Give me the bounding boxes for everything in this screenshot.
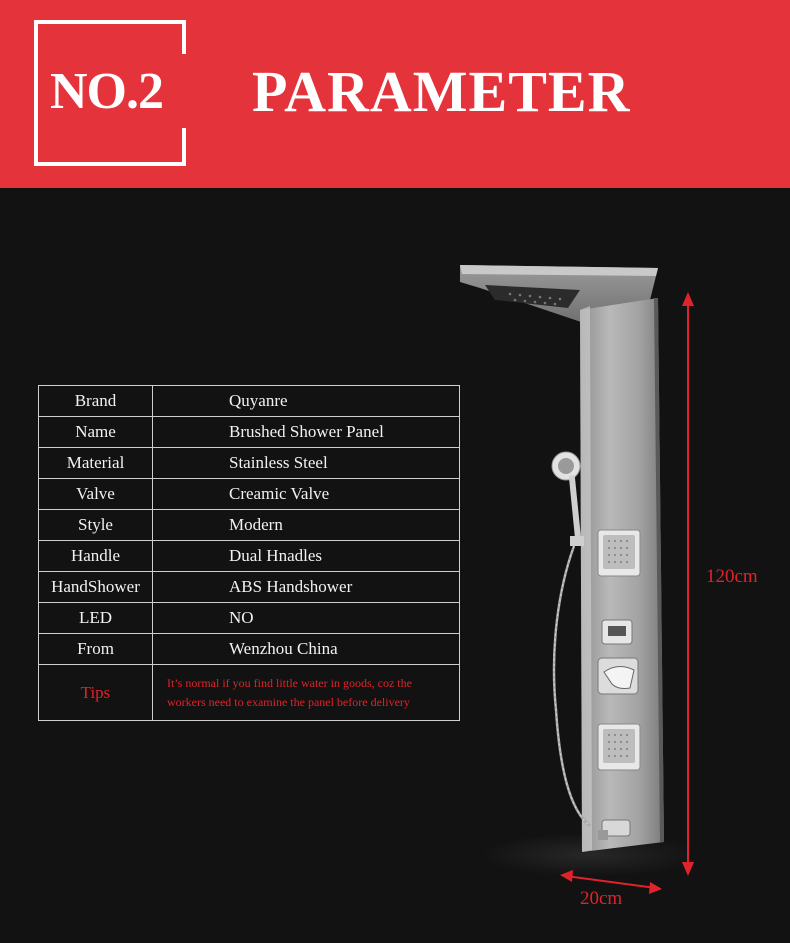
- table-row: [39, 417, 460, 448]
- table-row: [39, 572, 460, 603]
- spec-value: Brushed Shower Panel: [153, 417, 460, 448]
- table-row: [39, 448, 460, 479]
- tips-line-2: workers need to examine the panel before delivery: [167, 694, 410, 709]
- table-row: [39, 603, 460, 634]
- spec-label: Material: [39, 448, 153, 479]
- width-dimension-label: 20cm: [580, 888, 623, 909]
- section-number: NO.2: [50, 63, 163, 120]
- table-row: [39, 634, 460, 665]
- tips-line-1: It’s normal if you find little water in goods, coz the: [167, 675, 412, 690]
- tips-label: Tips: [39, 665, 153, 721]
- table-row: [39, 479, 460, 510]
- table-row: [39, 541, 460, 572]
- spec-value: Creamic Valve: [153, 479, 460, 510]
- spec-value: Wenzhou China: [153, 634, 460, 665]
- spec-value: NO: [153, 603, 460, 634]
- spec-value: ABS Handshower: [153, 572, 460, 603]
- tips-row: [39, 665, 460, 721]
- spec-value: Stainless Steel: [153, 448, 460, 479]
- spec-label: Brand: [39, 386, 153, 417]
- spec-label: LED: [39, 603, 153, 634]
- spec-label: Name: [39, 417, 153, 448]
- spec-label: Style: [39, 510, 153, 541]
- height-dimension-label: 120cm: [706, 566, 758, 587]
- spec-label: HandShower: [39, 572, 153, 603]
- spec-value: Quyanre: [153, 386, 460, 417]
- badge-frame-top-right: [182, 20, 186, 54]
- table-row: [39, 386, 460, 417]
- spec-value: Dual Hnadles: [153, 541, 460, 572]
- table-row: [39, 510, 460, 541]
- spec-label: Valve: [39, 479, 153, 510]
- section-title: PARAMETER: [252, 59, 631, 124]
- section-number-badge: [34, 20, 190, 166]
- parameter-table: [38, 385, 460, 721]
- spec-label: Handle: [39, 541, 153, 572]
- header-banner: [0, 0, 790, 188]
- badge-frame-bottom-right: [182, 128, 186, 166]
- spec-label: From: [39, 634, 153, 665]
- spec-value: Modern: [153, 510, 460, 541]
- shower-panel-image: [440, 230, 690, 880]
- tips-text: [153, 665, 460, 721]
